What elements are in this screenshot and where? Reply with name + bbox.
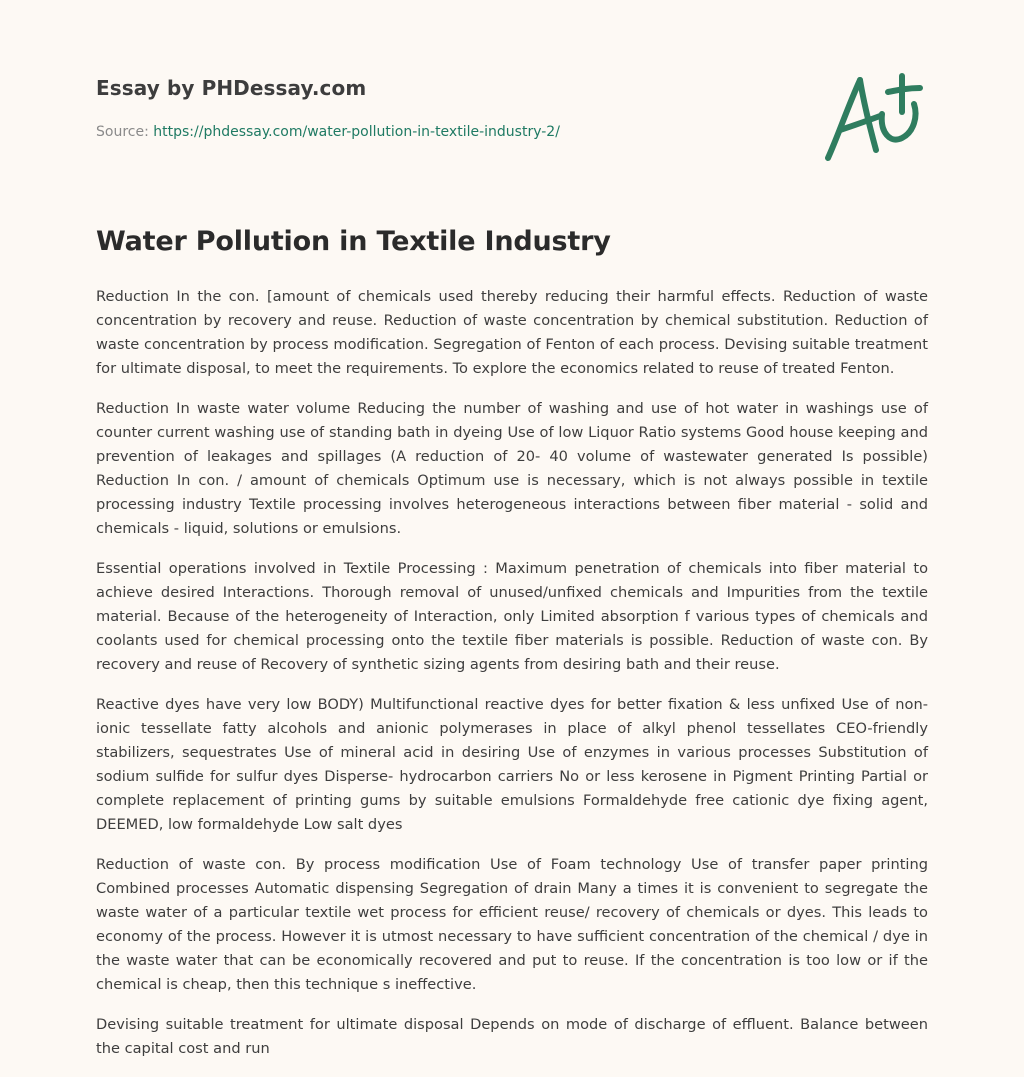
a-plus-logo-svg <box>818 66 928 166</box>
source-line <box>96 124 560 140</box>
source-label: Source: <box>96 124 154 140</box>
essay-paragraph: Essential operations involved in Textile Processing : Maximum penetration of chemicals into fiber material to achieve desired Interactions. Thorough removal of unused/unfixed chemicals and Impurities from the textile material. Because of the heterogeneity of Interaction, only Limited absorption f various types of chemicals and coolants used for chemical processing onto the textile fiber materials is possible. Reduction of waste con. By recovery and reuse of Recovery of synthetic sizing agents from desiring bath and their reuse. <box>96 560 928 673</box>
essay-body <box>96 285 928 1077</box>
a-plus-logo-icon <box>818 66 928 166</box>
essay-paragraph: Reduction In the con. [amount of chemicals used thereby reducing their harmful effects. Reduction of waste concentration by recovery and reuse. Reduction of waste concentration by chemical substitution. Reduction of waste concentration by process modification. Segregation of Fenton of each process. Devising suitable treatment for ultimate disposal, to meet the requirements. To explore the economics related to reuse of treated Fenton. <box>96 288 928 377</box>
essay-paragraph: Reactive dyes have very low BODY) Multifunctional reactive dyes for better fixation & less unfixed Use of non-ionic tessellate fatty alcohols and anionic polymerases in place of alkyl phenol tessellates CEO-friendly stabilizers, sequestrates Use of mineral acid in desiring Use of enzymes in various processes Substitution of sodium sulfide for sulfur dyes Disperse- hydrocarbon carriers No or less kerosene in Pigment Printing Partial or complete replacement of printing gums by suitable emulsions Formaldehyde free cationic dye fixing agent, DEEMED, low formaldehyde Low salt dyes <box>96 696 928 833</box>
essay-paragraph: Devising suitable treatment for ultimate disposal Depends on mode of discharge of effluent. Balance between the capital cost and run <box>96 1016 928 1057</box>
essay-paragraph: Reduction In waste water volume Reducing the number of washing and use of hot water in washings use of counter current washing use of standing bath in dyeing Use of low Liquor Ratio systems Good house keeping and prevention of leakages and spillages (A reduction of 20- 40 volume of wastewater generated Is possible) Reduction In con. / amount of chemicals Optimum use is necessary, which is not always possible in textile processing industry Textile processing involves heterogeneous interactions between fiber material - solid and chemicals - liquid, solutions or emulsions. <box>96 400 928 537</box>
source-link[interactable]: https://phdessay.com/water-pollution-in-textile-industry-2/ <box>153 124 560 140</box>
essay-title: Water Pollution in Textile Industry <box>96 226 611 257</box>
essay-paragraph: Reduction of waste con. By process modification Use of Foam technology Use of transfer paper printing Combined processes Automatic dispensing Segregation of drain Many a times it is convenient to segregate the waste water of a particular textile wet process for efficient reuse/ recovery of chemicals or dyes. This leads to economy of the process. However it is utmost necessary to have sufficient concentration of the chemical / dye in the waste water that can be economically recovered and put to reuse. If the concentration is too low or if the chemical is cheap, then this technique s ineffective. <box>96 856 928 993</box>
site-brand: Essay by PHDessay.com <box>96 76 367 100</box>
